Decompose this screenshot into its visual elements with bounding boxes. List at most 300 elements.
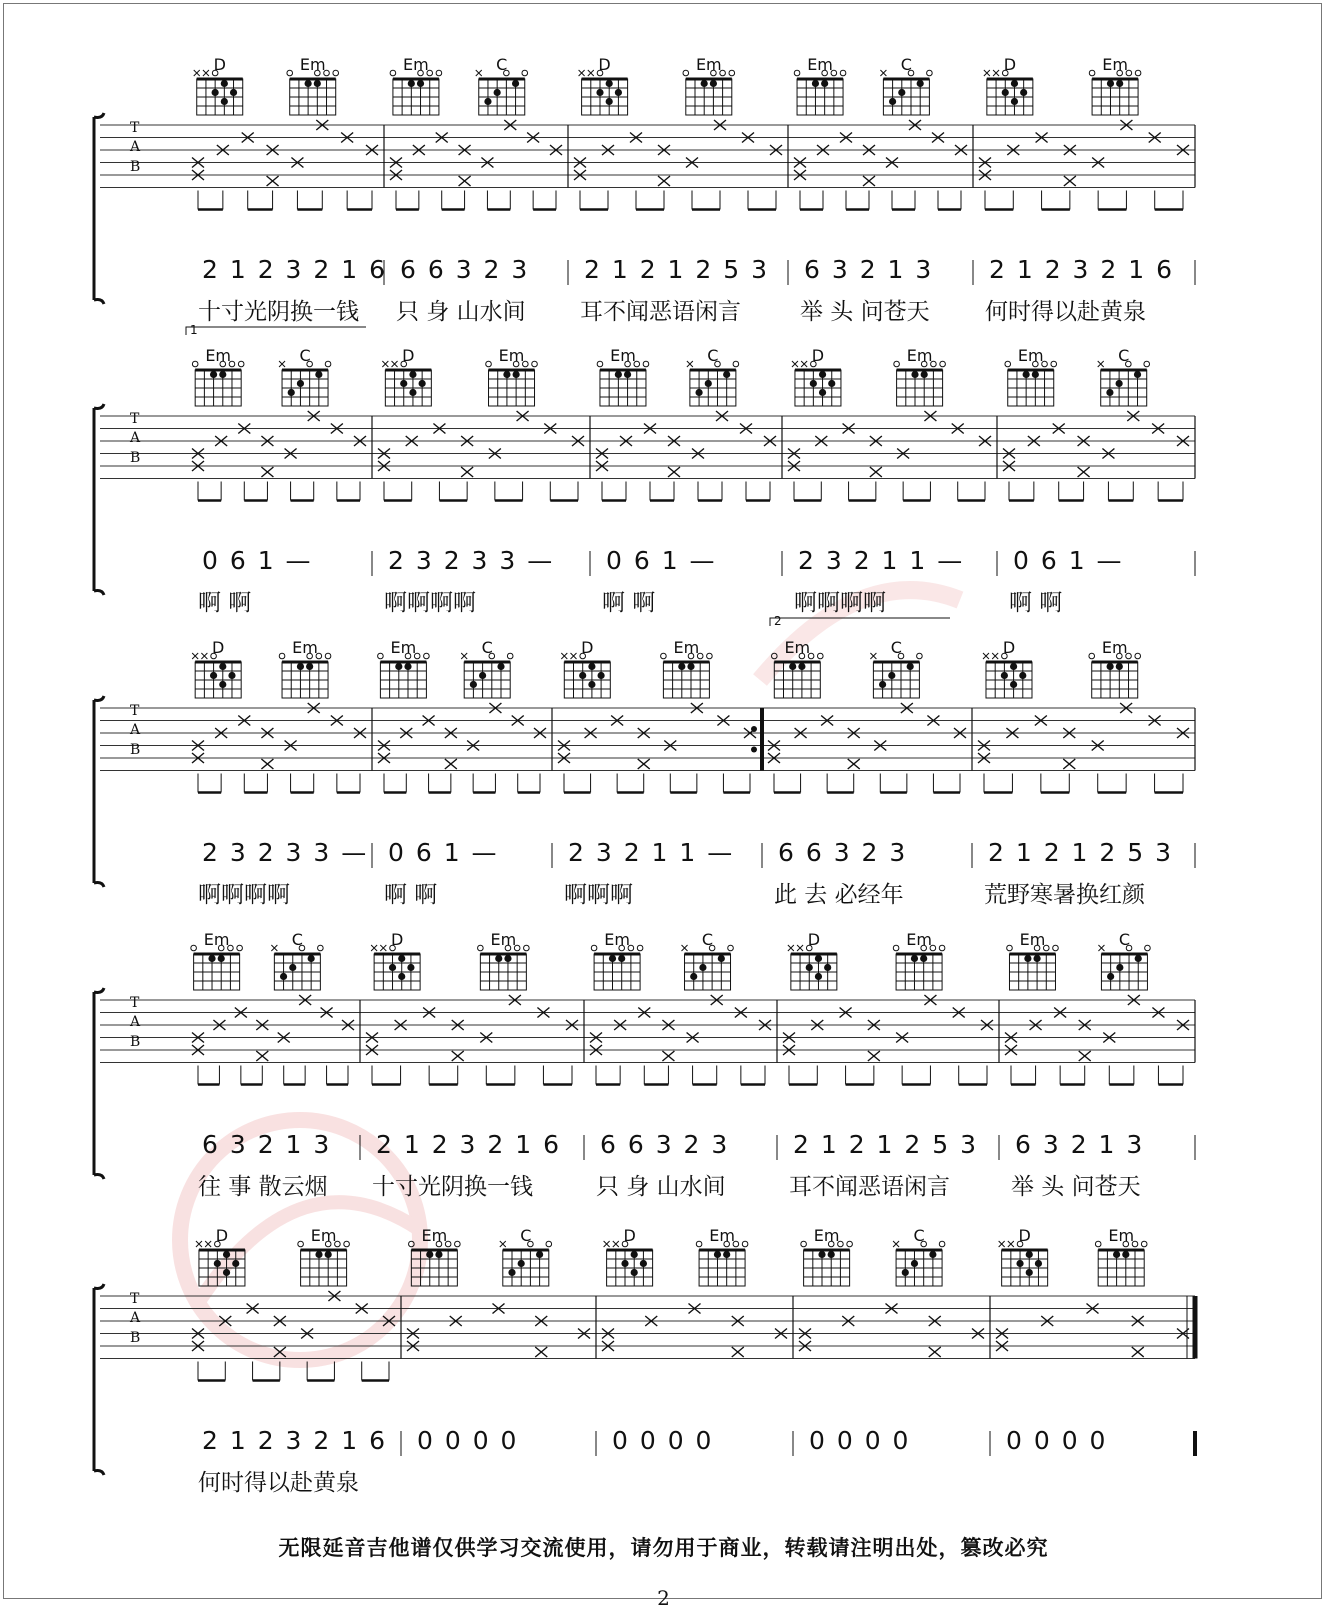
chord-mute-mark [382, 361, 388, 367]
chord-finger-dot [596, 89, 603, 96]
strum-x-note [461, 467, 473, 477]
chord-diagram [390, 70, 442, 115]
chord-name: Em [310, 1226, 337, 1245]
chord-finger-dot [714, 1251, 721, 1258]
jianpu-numbers: 0 6 1 — [606, 546, 717, 575]
chord-mute-mark [500, 1241, 506, 1247]
chord-finger-dot [398, 973, 405, 980]
chord-open-mark [733, 361, 739, 367]
chord-name: Em [906, 930, 932, 949]
chord-diagram [561, 653, 610, 698]
system-bracket [94, 1284, 104, 1475]
jianpu-numbers: 0 6 1 — [202, 546, 313, 575]
chord-open-mark [532, 361, 538, 367]
chord-name: D [811, 346, 825, 365]
chord-diagram [194, 70, 243, 115]
chord-name: Em [1017, 346, 1044, 365]
chord-finger-dot [228, 672, 235, 679]
tab-clef-letter: B [130, 158, 141, 175]
chord-name: D [215, 1226, 229, 1245]
chord-name: Em [813, 1226, 840, 1245]
chord-diagram [788, 945, 837, 990]
chord-finger-dot [1019, 672, 1026, 679]
copyright-notice: 无限延音吉他谱仅供学习交流使用，请勿用于商业，转载请注明出处，篡改必究 [278, 1535, 1049, 1560]
chord-diagram [478, 945, 530, 990]
chord-finger-dot [618, 955, 625, 962]
chord-name: Em [610, 346, 636, 365]
chord-mute-mark [461, 653, 467, 659]
chord-open-mark [192, 361, 198, 367]
chord-finger-dot [1026, 1269, 1033, 1276]
chord-name: C [481, 638, 493, 657]
chord-name: Em [807, 55, 833, 74]
tab-clef-letter: A [130, 139, 141, 156]
chord-mute-mark [983, 653, 989, 659]
chord-finger-dot [221, 80, 228, 87]
chord-diagram [893, 1241, 945, 1286]
chord-finger-dot [212, 89, 219, 96]
lyric-line: 何时得以赴黄泉 [985, 299, 1146, 325]
chord-name: Em [299, 55, 326, 74]
chord-name: Em [906, 346, 933, 365]
jianpu-numbers: 2 1 2 1 2 5 3 [988, 838, 1174, 867]
chord-finger-dot [297, 380, 304, 387]
chord-mute-mark [613, 1241, 619, 1247]
chord-finger-dot [409, 389, 416, 396]
strum-x-note [638, 759, 650, 769]
chord-finger-dot [400, 380, 407, 387]
chord-diagram [696, 1241, 748, 1286]
chord-finger-dot [907, 663, 914, 670]
chord-name: Em [203, 930, 230, 949]
chord-open-mark [847, 1241, 853, 1247]
chord-finger-dot [624, 371, 631, 378]
chord-finger-dot [718, 955, 725, 962]
chord-name: Em [490, 930, 517, 949]
chord-name: C [913, 1226, 925, 1245]
chord-open-mark [728, 945, 734, 951]
chord-finger-dot [1135, 955, 1142, 962]
chord-diagram [287, 70, 339, 115]
chord-diagram [983, 653, 1032, 698]
chord-finger-dot [815, 955, 822, 962]
chord-open-mark [333, 70, 339, 76]
strum-x-note [1078, 467, 1090, 477]
chord-finger-dot [221, 98, 228, 105]
chord-diagram [500, 1241, 552, 1286]
lyric-line: 啊 啊 [602, 590, 656, 616]
chord-finger-dot [911, 371, 918, 378]
chord-diagram [591, 945, 643, 990]
chord-open-mark [1144, 361, 1150, 367]
tab-clef-letter: T [130, 1291, 140, 1307]
chord-diagram [192, 361, 244, 406]
chord-mute-mark [801, 361, 807, 367]
chord-finger-dot [640, 1260, 647, 1267]
chord-finger-dot [419, 380, 426, 387]
chord-name: D [581, 638, 594, 657]
chord-finger-dot [306, 663, 313, 670]
chord-finger-dot [609, 955, 616, 962]
chord-name: D [1018, 1226, 1031, 1245]
lyric-line: 啊啊啊啊 [794, 590, 886, 616]
lyric-line: 十寸光阴换一钱 [198, 299, 359, 325]
chord-finger-dot [389, 964, 396, 971]
chord-mute-mark [999, 1241, 1005, 1247]
strum-x-note [261, 759, 273, 769]
tab-clef-letter: T [130, 703, 140, 719]
chord-open-mark [818, 653, 824, 659]
chord-open-mark [840, 70, 846, 76]
chord-name: D [212, 638, 225, 657]
chord-name: Em [709, 1226, 735, 1245]
chord-name: Em [1108, 1226, 1135, 1245]
chord-diagram [579, 70, 628, 115]
chord-finger-dot [288, 389, 295, 396]
chord-diagram [683, 70, 735, 115]
chord-finger-dot [305, 80, 312, 87]
chord-diagram [661, 653, 713, 698]
chord-finger-dot [1026, 1251, 1033, 1258]
chord-mute-mark [579, 70, 585, 76]
jianpu-numbers: 0 6 1 — [1013, 546, 1124, 575]
lyric-line: 耳不闻恶语闲言 [580, 299, 741, 325]
chord-finger-dot [687, 663, 694, 670]
chord-diagram [687, 361, 739, 406]
chord-finger-dot [1116, 964, 1123, 971]
chord-finger-dot [806, 964, 813, 971]
chord-finger-dot [798, 663, 805, 670]
chord-finger-dot [223, 1269, 230, 1276]
chord-finger-dot [1010, 663, 1017, 670]
chord-finger-dot [435, 1251, 442, 1258]
chord-name: Em [390, 638, 417, 657]
chord-finger-dot [889, 98, 896, 105]
strum-x-note [870, 467, 882, 477]
chord-finger-dot [810, 380, 817, 387]
chord-open-mark [742, 1241, 748, 1247]
chord-diagram [1098, 945, 1150, 990]
jianpu-numbers: 6 6 3 2 3 [778, 838, 908, 867]
tab-clef-letter: B [130, 741, 141, 758]
chord-finger-dot [911, 955, 918, 962]
chord-mute-mark [392, 361, 398, 367]
chord-open-mark [939, 1241, 945, 1247]
chord-diagram [486, 361, 538, 406]
jianpu-numbers: 6 3 2 1 3 [804, 255, 934, 284]
strum-x-note [732, 1347, 744, 1357]
chord-finger-dot [230, 89, 237, 96]
chord-finger-dot [701, 80, 708, 87]
repeat-dot [751, 747, 757, 753]
chord-open-mark [801, 1241, 807, 1247]
jianpu-numbers: 2 1 2 1 2 5 3 [793, 1130, 979, 1159]
jianpu-numbers: 6 3 2 1 3 [1015, 1130, 1145, 1159]
chord-diagram [298, 1241, 350, 1286]
chord-finger-dot [588, 681, 595, 688]
jianpu-numbers: 2 3 2 3 3 — [388, 546, 555, 575]
jianpu-numbers: 0 6 1 — [388, 838, 499, 867]
chord-open-mark [507, 653, 513, 659]
chord-finger-dot [917, 80, 924, 87]
chord-finger-dot [504, 955, 511, 962]
chord-open-mark [390, 70, 396, 76]
lyric-line: 何时得以赴黄泉 [198, 1470, 359, 1496]
chord-finger-dot [407, 964, 414, 971]
chord-finger-dot [1032, 371, 1039, 378]
chord-diagram [382, 361, 431, 406]
chord-open-mark [927, 70, 933, 76]
chord-finger-dot [297, 663, 304, 670]
chord-open-mark [1051, 361, 1057, 367]
chord-finger-dot [210, 371, 217, 378]
chord-finger-dot [315, 1251, 322, 1258]
chord-name: D [390, 930, 404, 949]
chord-name: C [299, 346, 311, 365]
chord-finger-dot [606, 80, 613, 87]
chord-open-mark [591, 945, 597, 951]
chord-finger-dot [409, 371, 416, 378]
chord-mute-mark [682, 945, 688, 951]
chord-finger-dot [513, 371, 520, 378]
chord-open-mark [696, 1241, 702, 1247]
chord-name: Em [292, 638, 318, 657]
chord-open-mark [436, 70, 442, 76]
tab-clef-letter: A [130, 722, 141, 739]
chord-diagram [604, 1241, 653, 1286]
chord-finger-dot [824, 964, 831, 971]
volta-bracket [770, 618, 950, 626]
lyric-line: 耳不闻恶语闲言 [789, 1174, 950, 1200]
chord-finger-dot [280, 973, 287, 980]
chord-open-mark [597, 361, 603, 367]
chord-mute-mark [1098, 361, 1104, 367]
chord-finger-dot [508, 1269, 515, 1276]
chord-open-mark [894, 361, 900, 367]
chord-finger-dot [223, 1251, 230, 1258]
chord-name: Em [498, 346, 525, 365]
chord-finger-dot [219, 371, 226, 378]
chord-name: C [701, 930, 714, 949]
chord-name: Em [673, 638, 700, 657]
chord-finger-dot [404, 663, 411, 670]
chord-open-mark [524, 945, 530, 951]
chord-finger-dot [208, 955, 215, 962]
chord-diagram [1007, 945, 1059, 990]
strum-x-note [848, 759, 860, 769]
lyric-line: 此 去 必经年 [774, 882, 904, 908]
strum-x-note [868, 1051, 880, 1061]
chord-diagram [794, 70, 846, 115]
strum-x-note [452, 1051, 464, 1061]
chord-finger-dot [821, 80, 828, 87]
chord-diagram [191, 945, 243, 990]
chord-diagram [1098, 361, 1150, 406]
chord-finger-dot [1134, 371, 1141, 378]
chord-finger-dot [1106, 389, 1113, 396]
jianpu-numbers: 2 1 2 3 2 1 6 [202, 1426, 388, 1455]
chord-finger-dot [210, 672, 217, 679]
chord-name: D [213, 55, 226, 74]
lyric-line: 举 头 问苍天 [800, 299, 930, 325]
strum-x-note [1132, 1347, 1144, 1357]
strum-x-note [535, 1347, 547, 1357]
chord-open-mark [325, 653, 331, 659]
chord-name: Em [695, 55, 722, 74]
chord-open-mark [661, 653, 667, 659]
chord-name: D [807, 930, 821, 949]
chord-name: D [1003, 55, 1017, 74]
chord-name: C [900, 55, 912, 74]
chord-finger-dot [1020, 89, 1027, 96]
tab-clef-letter: A [130, 1310, 141, 1327]
system-bracket [94, 988, 104, 1179]
chord-finger-dot [879, 681, 886, 688]
jianpu-numbers: 2 3 2 1 1 — [798, 546, 965, 575]
chord-finger-dot [289, 964, 296, 971]
jianpu-numbers: 0 0 0 0 [417, 1426, 519, 1455]
chord-name: C [890, 638, 902, 657]
chord-finger-dot [902, 1269, 909, 1276]
chord-open-mark [637, 945, 643, 951]
chord-finger-dot [1001, 672, 1008, 679]
chord-finger-dot [1016, 1260, 1023, 1267]
chord-name: C [1118, 346, 1130, 365]
chord-diagram [192, 653, 241, 698]
chord-finger-dot [484, 98, 491, 105]
system-bracket [94, 696, 104, 887]
lyric-line: 往 事 散云烟 [198, 1174, 328, 1200]
chord-name: D [1002, 638, 1016, 657]
chord-open-mark [546, 1241, 552, 1247]
chord-finger-dot [1033, 955, 1040, 962]
chord-finger-dot [819, 371, 826, 378]
chord-diagram [1095, 1241, 1147, 1286]
chord-finger-dot [214, 1260, 221, 1267]
lyric-line: 只 身 山水间 [596, 1174, 726, 1200]
chord-diagram [682, 945, 734, 990]
chord-open-mark [424, 653, 430, 659]
strum-x-note [658, 176, 670, 186]
chord-mute-mark [588, 70, 594, 76]
chord-finger-dot [621, 1260, 628, 1267]
jianpu-numbers: 2 1 2 3 2 1 6 [989, 255, 1175, 284]
chord-mute-mark [192, 653, 198, 659]
chord-finger-dot [470, 681, 477, 688]
chord-finger-dot [929, 1251, 936, 1258]
chord-finger-dot [1107, 663, 1114, 670]
lyric-line: 啊啊啊啊 [198, 882, 290, 908]
chord-mute-mark [271, 945, 277, 951]
chord-open-mark [794, 70, 800, 76]
lyric-line: 啊 啊 [384, 882, 438, 908]
chord-open-mark [325, 361, 331, 367]
chord-mute-mark [1098, 945, 1104, 951]
chord-name: C [520, 1226, 532, 1245]
chord-finger-dot [494, 89, 501, 96]
chord-finger-dot [615, 89, 622, 96]
chord-finger-dot [615, 371, 622, 378]
chord-finger-dot [911, 1260, 918, 1267]
tab-clef-letter: B [130, 1329, 141, 1346]
chord-open-mark [455, 1241, 461, 1247]
chord-open-mark [1089, 70, 1095, 76]
chord-diagram [801, 1241, 853, 1286]
chord-open-mark [917, 653, 923, 659]
chord-finger-dot [308, 955, 315, 962]
chord-open-mark [298, 1241, 304, 1247]
chord-name: Em [604, 930, 630, 949]
chord-finger-dot [495, 955, 502, 962]
tab-clef-letter: T [130, 995, 140, 1011]
chord-diagram [894, 361, 946, 406]
chord-finger-dot [1116, 663, 1123, 670]
chord-finger-dot [518, 1260, 525, 1267]
chord-finger-dot [314, 80, 321, 87]
repeat-dot [751, 726, 757, 732]
lyric-line: 只 身 山水间 [396, 299, 526, 325]
chord-open-mark [707, 653, 713, 659]
chord-open-mark [344, 1241, 350, 1247]
chord-mute-mark [1008, 1241, 1014, 1247]
chord-finger-dot [920, 955, 927, 962]
page-number: 2 [657, 1586, 670, 1610]
tab-clef-letter: B [130, 1033, 141, 1050]
chord-open-mark [318, 945, 324, 951]
chord-finger-dot [408, 80, 415, 87]
jianpu-numbers: 0 0 0 0 [612, 1426, 714, 1455]
chord-mute-mark [561, 653, 567, 659]
chord-diagram [1005, 361, 1057, 406]
chord-finger-dot [1122, 1251, 1129, 1258]
chord-name: D [623, 1226, 636, 1245]
chord-name: D [402, 346, 415, 365]
chord-finger-dot [512, 80, 519, 87]
chord-open-mark [939, 945, 945, 951]
chord-finger-dot [325, 1251, 332, 1258]
chord-finger-dot [219, 681, 226, 688]
chord-finger-dot [1116, 380, 1123, 387]
chord-mute-mark [687, 361, 693, 367]
chord-diagram [1089, 653, 1141, 698]
jianpu-numbers: 2 1 2 3 2 1 6 [202, 255, 388, 284]
chord-open-mark [522, 70, 528, 76]
chord-finger-dot [699, 964, 706, 971]
chord-diagram [880, 70, 932, 115]
chord-finger-dot [819, 389, 826, 396]
chord-finger-dot [1035, 1260, 1042, 1267]
chord-mute-mark [788, 945, 794, 951]
chord-finger-dot [503, 371, 510, 378]
chord-finger-dot [1024, 955, 1031, 962]
jianpu-numbers: 6 3 2 1 3 [202, 1130, 332, 1159]
chord-finger-dot [395, 663, 402, 670]
chord-name: C [707, 346, 719, 365]
chord-diagram [279, 361, 331, 406]
chord-mute-mark [380, 945, 386, 951]
strum-x-note [662, 1051, 674, 1061]
system-bracket [94, 404, 104, 595]
chord-name: Em [421, 1226, 448, 1245]
strum-x-note [459, 176, 471, 186]
chord-finger-dot [789, 663, 796, 670]
chord-finger-dot [812, 80, 819, 87]
chord-finger-dot [497, 663, 504, 670]
chord-finger-dot [579, 672, 586, 679]
chord-finger-dot [232, 1260, 239, 1267]
strum-x-note [445, 759, 457, 769]
chord-finger-dot [315, 371, 322, 378]
